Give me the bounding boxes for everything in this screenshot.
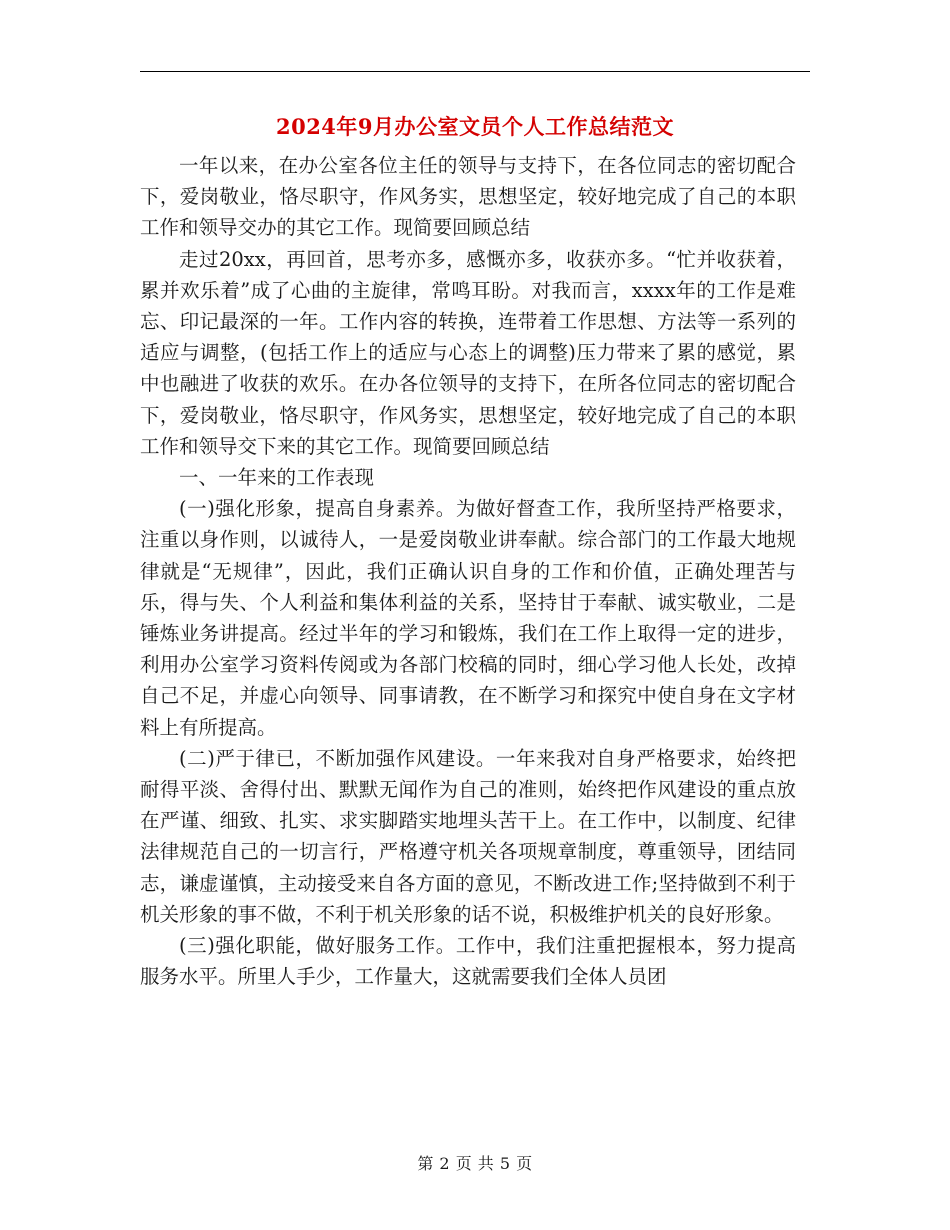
document-body bbox=[140, 150, 796, 992]
paragraph: (一)强化形象，提高自身素养。为做好督查工作，我所坚持严格要求，注重以身作则，以诚待人，一是爱岗敬业讲奉献。综合部门的工作最大地规律就是“无规律”，因此，我们正确认识自身的工作和价值，正确处理苦与乐，得与失、个人利益和集体利益的关系，坚持甘于奉献、诚实敬业，二是锤炼业务讲提高。经过半年的学习和锻炼，我们在工作上取得一定的进步，利用办公室学习资料传阅或为各部门校稿的同时，细心学习他人长处，改掉自己不足，并虚心向领导、同事请教，在不断学习和探究中使自身在文字材料上有所提高。 bbox=[140, 497, 796, 739]
paragraph: 走过20xx，再回首，思考亦多，感慨亦多，收获亦多。“忙并收获着，累并欢乐着”成了心曲的主旋律，常鸣耳盼。对我而言，xxxx年的工作是难忘、印记最深的一年。工作内容的转换，连带着工作思想、方法等一系列的适应与调整，(包括工作上的适应与心态上的调整)压力带来了累的感觉，累中也融进了收获的欢乐。在办各位领导的支持下，在所各位同志的密切配合下，爱岗敬业，恪尽职守，作风务实，思想坚定，较好地完成了自己的本职工作和领导交下来的其它工作。现简要回顾总结 bbox=[140, 247, 796, 458]
paragraph: (二)严于律已，不断加强作风建设。一年来我对自身严格要求，始终把耐得平淡、舍得付出、默默无闻作为自己的准则，始终把作风建设的重点放在严谨、细致、扎实、求实脚踏实地埋头苦干上。在工作中，以制度、纪律法律规范自己的一切言行，严格遵守机关各项规章制度，尊重领导，团结同志，谦虚谨慎，主动接受来自各方面的意见，不断改进工作;坚持做到不利于机关形象的事不做，不利于机关形象的话不说，积极维护机关的良好形象。 bbox=[140, 746, 796, 926]
paragraph: 一年以来，在办公室各位主任的领导与支持下，在各位同志的密切配合下，爱岗敬业，恪尽职守，作风务实，思想坚定，较好地完成了自己的本职工作和领导交办的其它工作。现简要回顾总结 bbox=[140, 154, 796, 240]
page-footer: 第 2 页 共 5 页 bbox=[417, 1154, 533, 1173]
paragraph: (三)强化职能，做好服务工作。工作中，我们注重把握根本，努力提高服务水平。所里人手少，工作量大，这就需要我们全体人员团 bbox=[140, 934, 796, 989]
section-heading: 一、一年来的工作表现 bbox=[179, 466, 375, 490]
header-rule bbox=[140, 71, 810, 72]
document-title: 2024年9月办公室文员个人工作总结范文 bbox=[275, 114, 675, 139]
